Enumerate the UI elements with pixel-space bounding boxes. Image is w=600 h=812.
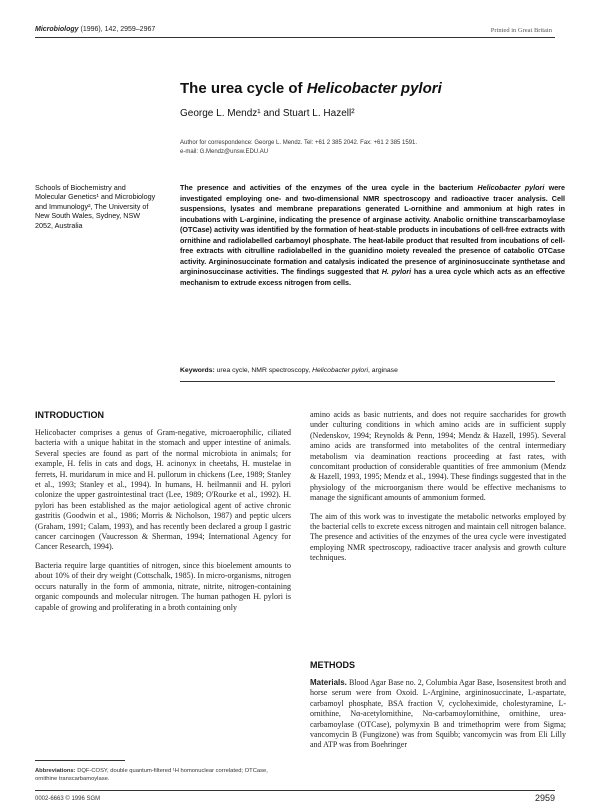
- methods-column: [310, 678, 566, 759]
- issn-copyright: 0002-6663 © 1996 SGM: [35, 796, 101, 802]
- intro-column: [35, 428, 291, 621]
- keywords: Keywords: urea cycle, NMR spectroscopy, Helicobacter pylori, arginase: [180, 367, 398, 374]
- right-column: [310, 410, 566, 572]
- authors: George L. Mendz¹ and Stuart L. Hazell²: [180, 108, 355, 119]
- materials-label: Materials.: [310, 678, 347, 687]
- header-rule: [35, 37, 555, 38]
- footnote-rule: [35, 760, 125, 761]
- intro-paragraph-2: Bacteria require large quantities of nitrogen, since this bioelement amounts to about 10% of their dry weight (Cottschalk, 1985). In micro-organisms, nitrogen occurs naturally in the form of ammonia, nitrate, nitrite, nitrogen-containing organic compounds and molecular nitrogen. The human pathogen H. pylori is capable of growing and proliferating in a broth containing only: [35, 560, 291, 612]
- affiliation: Schools of Biochemistry and Molecular Genetics¹ and Microbiology and Immunology², The University of New South Wales, Sydney, NSW 2052, Australia: [35, 183, 156, 230]
- correspondence: Author for correspondence: George L. Mendz. Tel: +61 2 385 2042. Fax: +61 2 385 1591. e-mail: G.Mendz@unsw.EDU.AU: [180, 140, 418, 155]
- article-title: The urea cycle of Helicobacter pylori: [180, 80, 442, 97]
- journal-name: Microbiology: [35, 26, 79, 33]
- page-number: 2959: [534, 793, 555, 803]
- keywords-rule: [180, 381, 555, 382]
- journal-citation: [35, 26, 155, 33]
- footer-rule: [35, 790, 555, 791]
- materials-text: Blood Agar Base no. 2, Columbia Agar Base, Isosensitest broth and horse serum were from Oxoid. L-Arginine, argininosuccinate, L-aspartate, carbamoyl phosphate, BSA fraction V, cycloheximide, cholestyramine, L-ornithine, Nα-acetylornithine, Nα-carbamoylornithine, ornithine, urea-carbamoylase (OTCase), polymyxin B and trimethoprim were from Sigma; vancomycin B (Fungizone) was from Squibb; vancomycin was from Eli Lilly and ATP was from Boehringer: [310, 678, 566, 750]
- intro-heading: INTRODUCTION: [35, 410, 104, 420]
- right-paragraph-2: The aim of this work was to investigate the metabolic networks employed by the bacterial cells to excrete excess nitrogen and maintain cell nitrogen balance. The presence and activities of the enzymes of the urea cycle were investigated employing NMR spectroscopy, radioactive tracer analysis and growth culture techniques.: [310, 511, 566, 563]
- methods-heading: METHODS: [310, 660, 355, 670]
- abbreviations: Abbreviations: DQF-COSY, double quantum-filtered ¹H homonuclear correlated; OTCase, ornithine transcarbamoylase.: [35, 768, 268, 782]
- intro-paragraph-1: Helicobacter comprises a genus of Gram-negative, microaerophilic, ciliated bacteria with a unique habitat in the stomach and upper intestine of animals. Several species are found as part of the normal microbiota in animals; for example, H. felis in cats and dogs, H. acinonyx in cheetahs, H. mustelae in ferrets, H. muridarum in mice and H. pullorum in chickens (Lee, 1989; Stanley et al., 1993; Stanley et al., 1994). In humans, H. heilmannii and H. pylori colonize the upper gastrointestinal tract (Lee, 1989; O'Rourke et al., 1992). H. pylori has been established as the major aetiological agent of active chronic gastritis (Goodwin et al., 1986; Morris & Nicholson, 1987) and peptic ulcers (Graham, 1991; Calam, 1993), and has recently been declared a group I gastric cancer carcinogen (Vaucresson & Sherman, 1994; International Agency for Cancer Research, 1994).: [35, 428, 291, 552]
- right-paragraph-1: amino acids as basic nutrients, and does not require saccharides for growth under culturing conditions in which amino acids are in sufficient supply (Nedenskov, 1994; Reynolds & Penn, 1994; Mendz & Hazell, 1995). Several amino acids are transformed into metabolites of the central intermediary metabolism via deamination reactions proceeding at fast rates, with concomitant production of considerable quantities of free ammonium (Mendz & Hazell, 1993, 1995; Mendz et al., 1994). These findings suggested that in the physiology of the microorganism there would be effective mechanisms to manage the significant amounts of ammonium formed.: [310, 410, 566, 503]
- citation: (1996), 142, 2959–2967: [80, 26, 156, 33]
- abstract: The presence and activities of the enzymes of the urea cycle in the bacterium Helicobacter pylori were investigated employing one- and two-dimensional NMR spectroscopy and radioactive tracer analysis. Cell suspensions, lysates and membrane preparations generated L-ornithine and ammonium at high rates in incubations with L-arginine, indicating the presence of arginase activity. Anabolic ornithine transcarbamoylase (OTCase) activity was identified by the formation of heat-stable products in incubations of cell-free extracts with ornithine and radiolabelled carbamoyl phosphate. The heat-labile product that resulted from incubations of cell-free extracts with citrulline radiolabelled in the guanidino moiety revealed the presence of catabolic OTCase activity. Argininosuccinate formation and catalysis indicated the presence of argininosuccinate synthetase and argininosuccinase activities. The findings suggested that H. pylori has a urea cycle which acts as an effective mechanism to extrude excess nitrogen from cells.: [180, 183, 565, 287]
- printed-in: Printed in Great Britain: [490, 27, 552, 34]
